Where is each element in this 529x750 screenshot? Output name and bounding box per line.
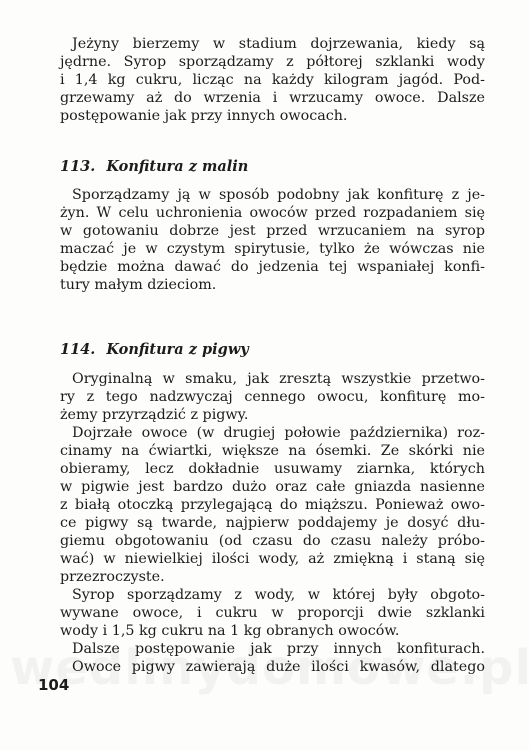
section-title: Konfitura z malin xyxy=(106,158,249,175)
paragraph-line: giemu obgotowaniu (od czasu do czasu należy próbo- xyxy=(60,533,485,549)
paragraph-line: jędrne. Syrop sporządzamy z półtorej szklanki wody xyxy=(60,54,485,70)
paragraph-line: będzie można dawać do jedzenia tej wspaniałej konfi- xyxy=(60,259,485,275)
section-heading-113 xyxy=(60,158,248,175)
paragraph-line: Owoce pigwy zawierają duże ilości kwasów, dlatego xyxy=(72,659,485,675)
paragraph-line: żyn. W celu uchronienia owoców przed rozpadaniem się xyxy=(60,205,485,221)
page-number: 104 xyxy=(38,676,70,694)
paragraph-line: Oryginalną w smaku, jak zresztą wszystkie przetwo- xyxy=(72,371,485,387)
paragraph-line: postępowanie jak przy innych owocach. xyxy=(60,108,348,124)
paragraph-line: tury małym dzieciom. xyxy=(60,277,217,293)
paragraph-line: Syrop sporządzamy z wody, w której były obgoto- xyxy=(72,587,485,603)
paragraph-line: grzewamy aż do wrzenia i wrzucamy owoce. Dalsze xyxy=(60,90,485,106)
paragraph-line: Dojrzałe owoce (w drugiej połowie października) roz- xyxy=(72,425,485,441)
paragraph-line: w pigwie jest bardzo dużo oraz całe gniazda nasienne xyxy=(60,479,485,495)
paragraph-line: z białą otoczką przylegającą do miąższu. Ponieważ owo- xyxy=(60,497,485,513)
paragraph-line: i 1,4 kg cukru, licząc na każdy kilogram jagód. Pod- xyxy=(60,72,485,88)
paragraph-line: obieramy, lecz dokładnie usuwamy ziarnka, których xyxy=(60,461,485,477)
paragraph-line: cinamy na ćwiartki, większe na ósemki. Ze skórki nie xyxy=(60,443,485,459)
section-title: Konfitura z pigwy xyxy=(106,341,249,358)
paragraph-line: wody i 1,5 kg cukru na 1 kg obranych owoców. xyxy=(60,623,400,639)
paragraph-line: przezroczyste. xyxy=(60,569,165,585)
paragraph-line: wać) w niewielkiej ilości wody, aż zmiękną i staną się xyxy=(60,551,485,567)
paragraph-line: w gotowaniu dobrze jest przed wrzucaniem na syrop xyxy=(60,223,485,239)
section-number: 114. xyxy=(60,341,96,358)
section-number: 113. xyxy=(60,158,96,175)
paragraph-line: ry z tego nadzwyczaj cennego owocu, konfiturę mo- xyxy=(60,389,485,405)
paragraph-line: żemy przyrządzić z pigwy. xyxy=(60,407,249,423)
paragraph-line: Dalsze postępowanie jak przy innych konfiturach. xyxy=(72,641,485,657)
paragraph-line: Sporządzamy ją w sposób podobny jak konfiturę z je- xyxy=(72,187,485,203)
paragraph-line: ce pigwy są twarde, najpierw poddajemy je dosyć dłu- xyxy=(60,515,485,531)
section-heading-114 xyxy=(60,341,249,358)
paragraph-line: wywane owoce, i cukru w proporcji dwie szklanki xyxy=(60,605,485,621)
paragraph-line: Jeżyny bierzemy w stadium dojrzewania, kiedy są xyxy=(72,36,485,52)
paragraph-line: maczać je w czystym spirytusie, tylko że wówczas nie xyxy=(60,241,485,257)
